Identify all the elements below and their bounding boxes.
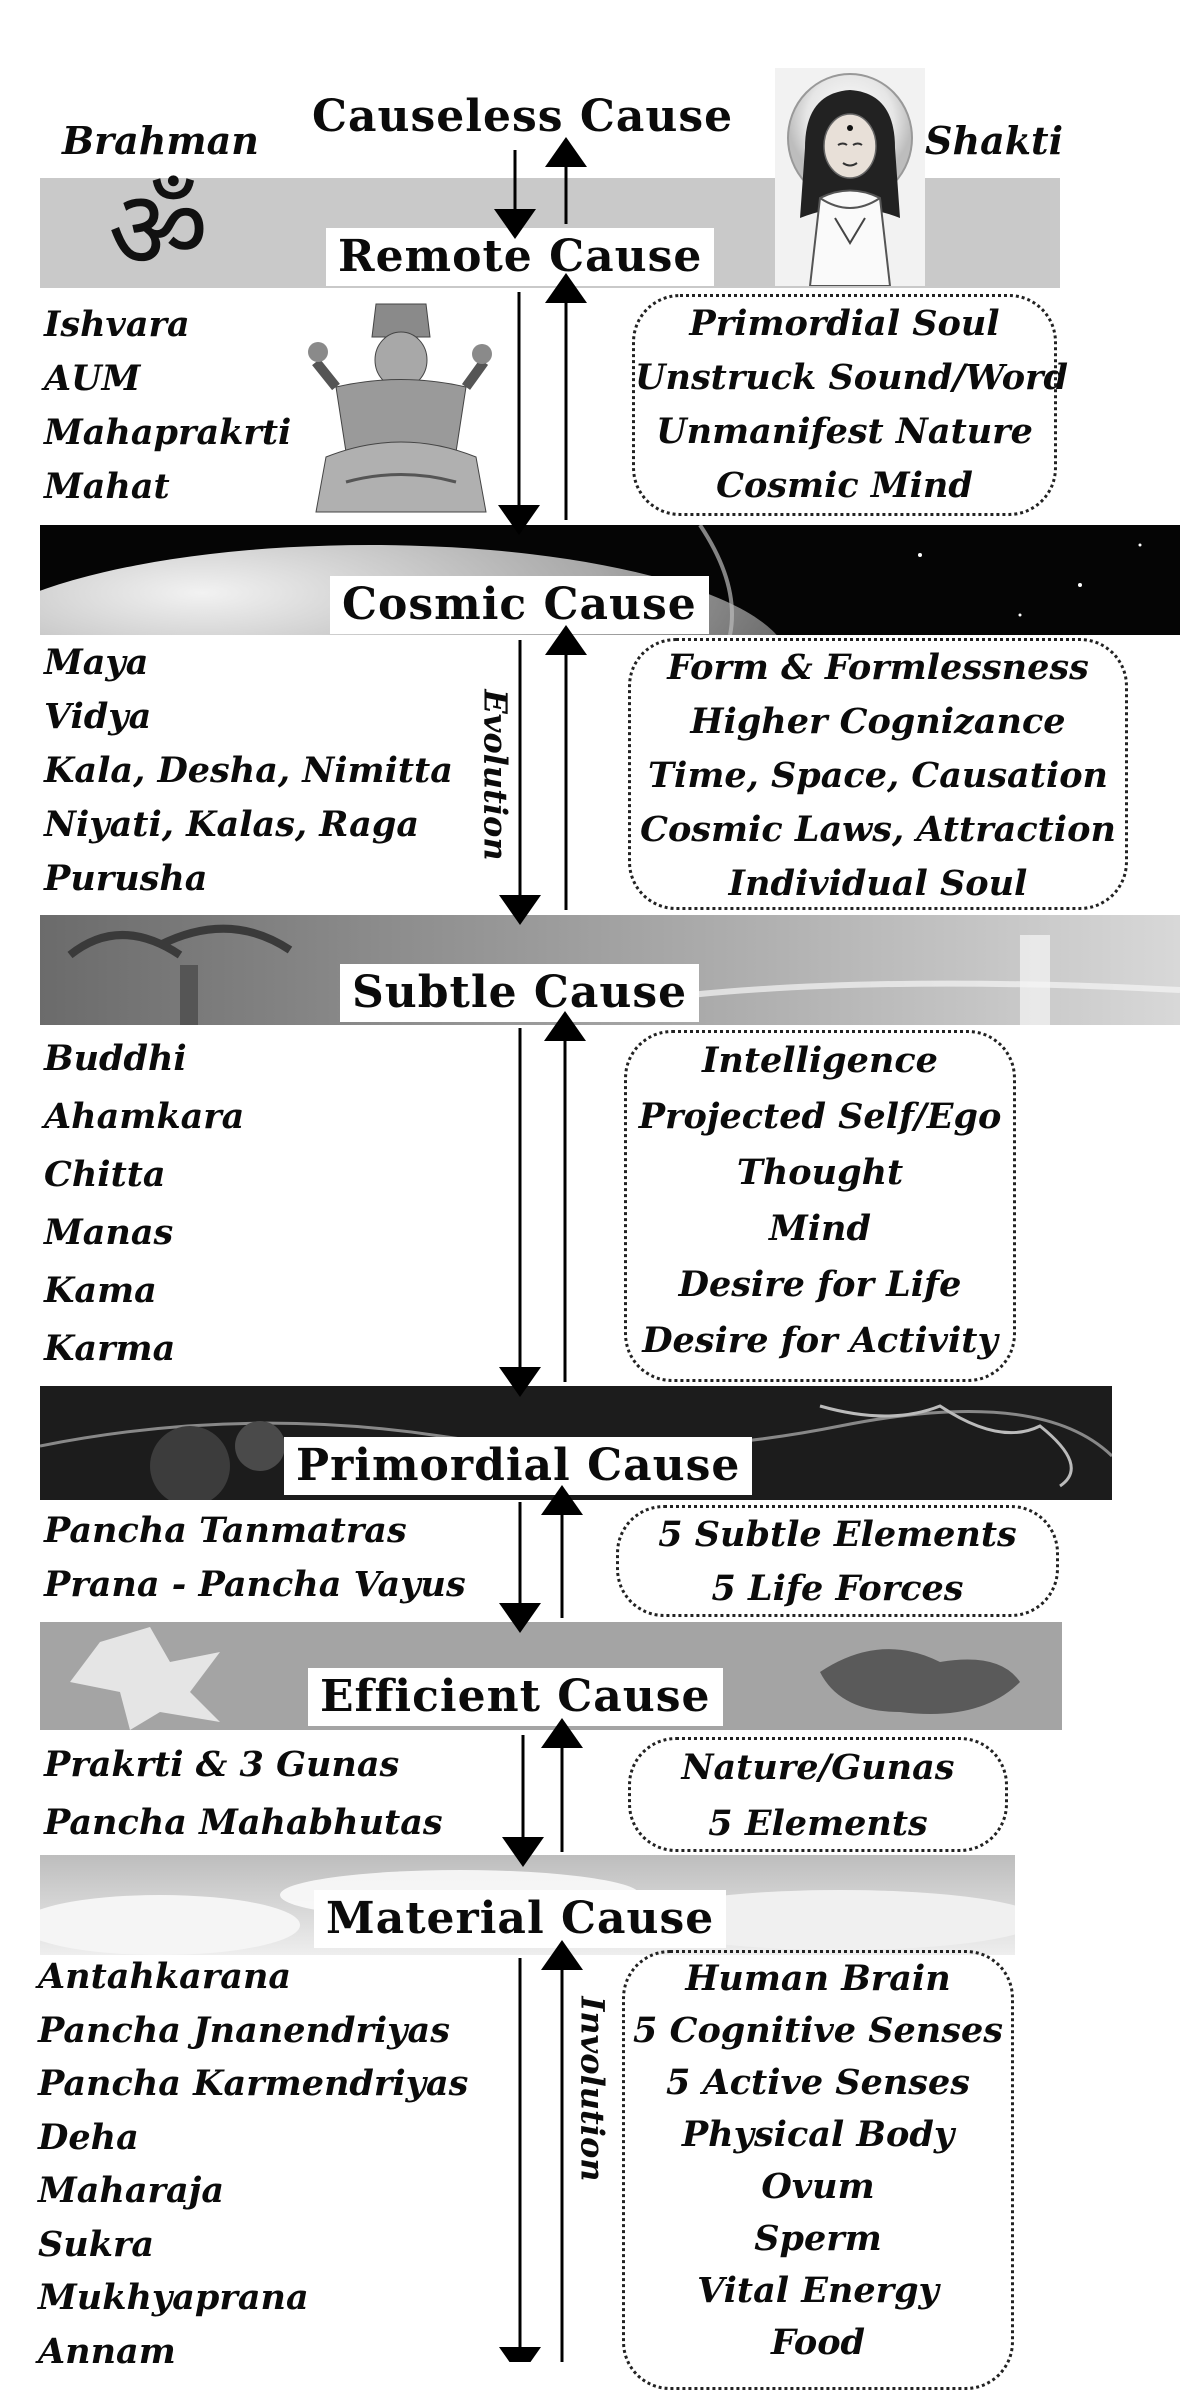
list-item: Ahamkara [44, 1096, 245, 1137]
list-item: Ishvara [44, 304, 190, 345]
list-item: Purusha [44, 858, 208, 899]
list-item: Deha [38, 2116, 139, 2158]
list-item: Pancha Karmendriyas [38, 2063, 469, 2104]
list-item: Vidya [44, 696, 152, 737]
list-item: Projected Self/Ego [638, 1096, 1002, 1137]
list-item: Mukhyaprana [38, 2277, 309, 2318]
list-item: Maya [44, 642, 149, 683]
brahman-label: Brahman [62, 118, 259, 163]
list-item: Desire for Life [678, 1264, 962, 1305]
material-cause-title: Material Cause [314, 1890, 726, 1948]
list-item: AUM [44, 358, 141, 399]
list-item: Pancha Mahabhutas [44, 1802, 443, 1843]
causeless-cause-title: Causeless Cause [312, 91, 734, 142]
list-item: Physical Body [681, 2114, 955, 2155]
list-item: Higher Cognizance [690, 701, 1066, 742]
list-item: Cosmic Laws, Attraction [640, 809, 1116, 850]
om-icon: ॐ [108, 166, 209, 294]
list-item: Ovum [761, 2166, 875, 2207]
list-item: 5 Active Senses [666, 2062, 970, 2103]
list-item: Mind [769, 1208, 871, 1249]
subtle-cause-title: Subtle Cause [340, 964, 699, 1022]
list-item: Time, Space, Causation [647, 755, 1108, 796]
list-item: Pancha Tanmatras [44, 1510, 407, 1551]
list-item: 5 Elements [708, 1803, 928, 1844]
list-item: Primordial Soul [689, 303, 1000, 344]
efficient-cause-title: Efficient Cause [308, 1668, 723, 1726]
list-item: Pancha Jnanendriyas [38, 2009, 450, 2051]
list-item: Prana - Pancha Vayus [44, 1564, 466, 1605]
list-item: Sukra [38, 2223, 155, 2265]
list-item: Nature/Gunas [681, 1747, 955, 1788]
list-item: Kala, Desha, Nimitta [44, 750, 453, 791]
list-item: Niyati, Kalas, Raga [44, 804, 420, 845]
list-item: 5 Subtle Elements [658, 1514, 1017, 1555]
list-item: 5 Life Forces [711, 1568, 964, 1609]
involution-label: Involution [573, 1996, 612, 2182]
list-item: Mahat [44, 466, 170, 507]
evolution-label: Evolution [476, 689, 515, 861]
list-item: Buddhi [44, 1038, 187, 1079]
list-item: 5 Cognitive Senses [633, 2010, 1003, 2051]
list-item: Human Brain [685, 1958, 951, 1999]
list-item: Desire for Activity [642, 1320, 998, 1361]
list-item: Unstruck Sound/Word [635, 357, 1068, 398]
cosmic-cause-title: Cosmic Cause [330, 576, 709, 634]
list-item: Individual Soul [728, 863, 1028, 904]
list-item: Food [770, 2322, 866, 2363]
remote-cause-title: Remote Cause [326, 228, 714, 286]
shakti-label: Shakti [925, 118, 1064, 163]
list-item: Intelligence [702, 1040, 938, 1081]
list-item: Manas [44, 1212, 174, 1253]
list-item: Prakrti & 3 Gunas [44, 1744, 400, 1785]
list-item: Antahkarana [38, 1956, 292, 1997]
list-item: Mahaprakrti [44, 412, 292, 453]
list-item: Maharaja [38, 2170, 225, 2211]
primordial-cause-title: Primordial Cause [284, 1437, 752, 1495]
list-item: Form & Formlessness [667, 647, 1089, 688]
list-item: Cosmic Mind [716, 465, 973, 506]
list-item: Sperm [754, 2218, 882, 2259]
list-item: Kama [44, 1270, 157, 1311]
list-item: Annam [38, 2330, 176, 2372]
list-item: Thought [736, 1152, 904, 1193]
list-item: Unmanifest Nature [656, 411, 1033, 452]
list-item: Chitta [44, 1154, 166, 1195]
list-item: Vital Energy [697, 2270, 939, 2311]
list-item: Karma [44, 1328, 176, 1369]
